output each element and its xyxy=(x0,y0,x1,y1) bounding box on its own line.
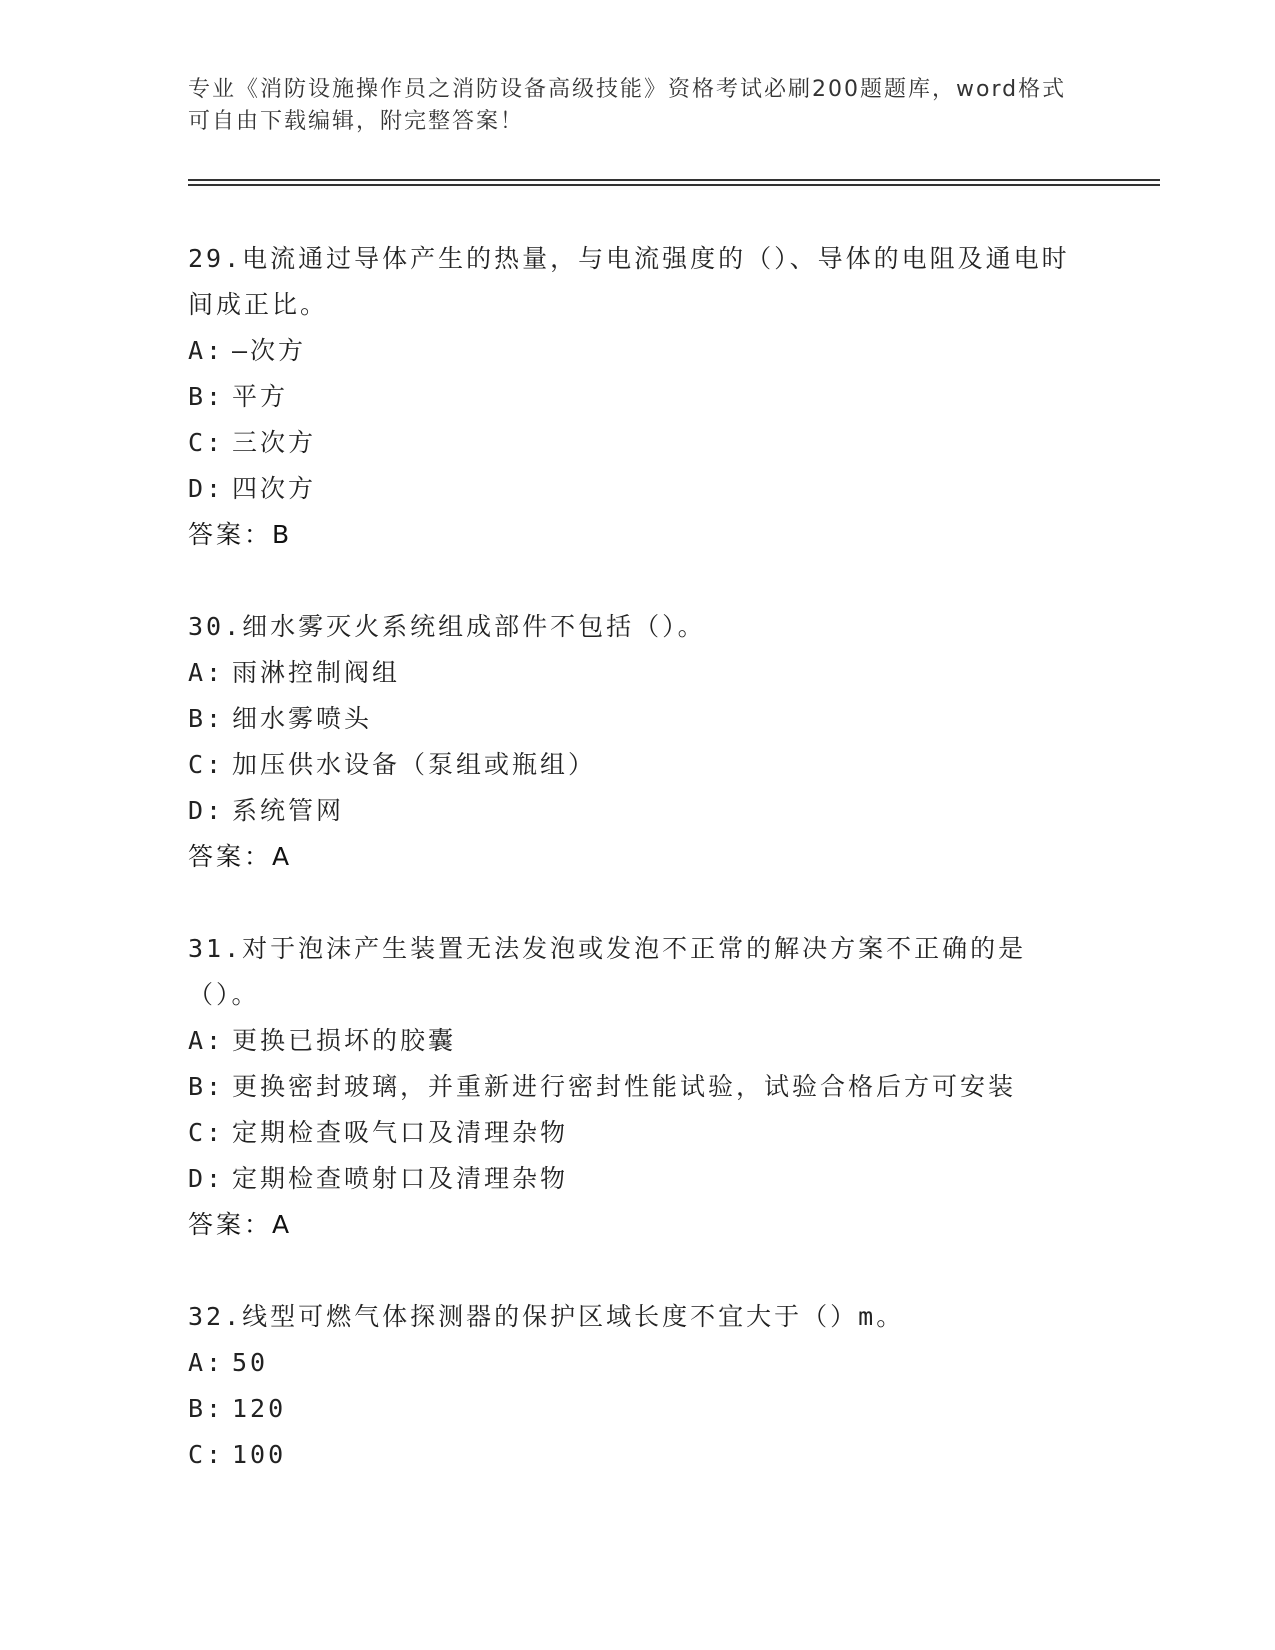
option-letter: D: xyxy=(188,796,225,825)
option-d xyxy=(188,1156,1088,1202)
question-29 xyxy=(188,236,1088,558)
answer-line: 答案：A xyxy=(188,1210,293,1239)
option-a xyxy=(188,1340,1088,1386)
option-text: 平方 xyxy=(232,382,289,411)
option-c xyxy=(188,1432,1088,1478)
option-text: 更换已损坏的胶囊 xyxy=(232,1026,457,1055)
document-header: 专业《消防设施操作员之消防设备高级技能》资格考试必刷200题题库，word格式可自由下载编辑，附完整答案！ xyxy=(188,77,1067,134)
option-text: 加压供水设备（泵组或瓶组） xyxy=(232,750,597,779)
option-b xyxy=(188,696,1088,742)
option-letter: D: xyxy=(188,1164,225,1193)
option-text: 细水雾喷头 xyxy=(232,704,373,733)
header-rule-bottom xyxy=(188,184,1160,186)
answer-line: 答案：B xyxy=(188,520,293,549)
option-a xyxy=(188,650,1088,696)
answer-line: 答案：A xyxy=(188,842,293,871)
option-c xyxy=(188,420,1088,466)
option-text: 50 xyxy=(232,1348,269,1377)
option-letter: C: xyxy=(188,1440,225,1469)
option-letter: B: xyxy=(188,704,225,733)
question-stem: 32.线型可燃气体探测器的保护区域长度不宜大于（）m。 xyxy=(188,1302,905,1331)
option-text: 定期检查吸气口及清理杂物 xyxy=(232,1118,569,1147)
option-letter: C: xyxy=(188,428,225,457)
option-text: 雨淋控制阀组 xyxy=(232,658,401,687)
option-letter: C: xyxy=(188,750,225,779)
question-32 xyxy=(188,1294,1088,1478)
option-letter: A: xyxy=(188,658,225,687)
option-letter: A: xyxy=(188,336,225,365)
option-letter: A: xyxy=(188,1026,225,1055)
question-stem: 30.细水雾灭火系统组成部件不包括（）。 xyxy=(188,612,706,641)
option-text: 更换密封玻璃，并重新进行密封性能试验，试验合格后方可安装 xyxy=(232,1072,1017,1101)
option-text: 120 xyxy=(232,1394,287,1423)
option-text: 定期检查喷射口及清理杂物 xyxy=(232,1164,569,1193)
option-a xyxy=(188,1018,1088,1064)
option-c xyxy=(188,1110,1088,1156)
option-text: 100 xyxy=(232,1440,287,1469)
question-stem: 29.电流通过导体产生的热量，与电流强度的（）、导体的电阻及通电时间成正比。 xyxy=(188,244,1070,319)
question-list xyxy=(188,236,1088,1524)
option-a xyxy=(188,328,1088,374)
option-letter: B: xyxy=(188,1072,225,1101)
option-text: —次方 xyxy=(232,336,307,365)
option-d xyxy=(188,788,1088,834)
header-rule-top xyxy=(188,179,1160,181)
option-c xyxy=(188,742,1088,788)
option-d xyxy=(188,466,1088,512)
option-letter: A: xyxy=(188,1348,225,1377)
option-text: 系统管网 xyxy=(232,796,345,825)
question-31 xyxy=(188,926,1088,1248)
option-letter: C: xyxy=(188,1118,225,1147)
option-text: 三次方 xyxy=(232,428,317,457)
question-30 xyxy=(188,604,1088,880)
option-letter: B: xyxy=(188,382,225,411)
question-stem: 31.对于泡沫产生装置无法发泡或发泡不正常的解决方案不正确的是（）。 xyxy=(188,934,1027,1009)
option-text: 四次方 xyxy=(232,474,317,503)
option-b xyxy=(188,374,1088,420)
option-b xyxy=(188,1064,1088,1110)
option-b xyxy=(188,1386,1088,1432)
option-letter: B: xyxy=(188,1394,225,1423)
option-letter: D: xyxy=(188,474,225,503)
